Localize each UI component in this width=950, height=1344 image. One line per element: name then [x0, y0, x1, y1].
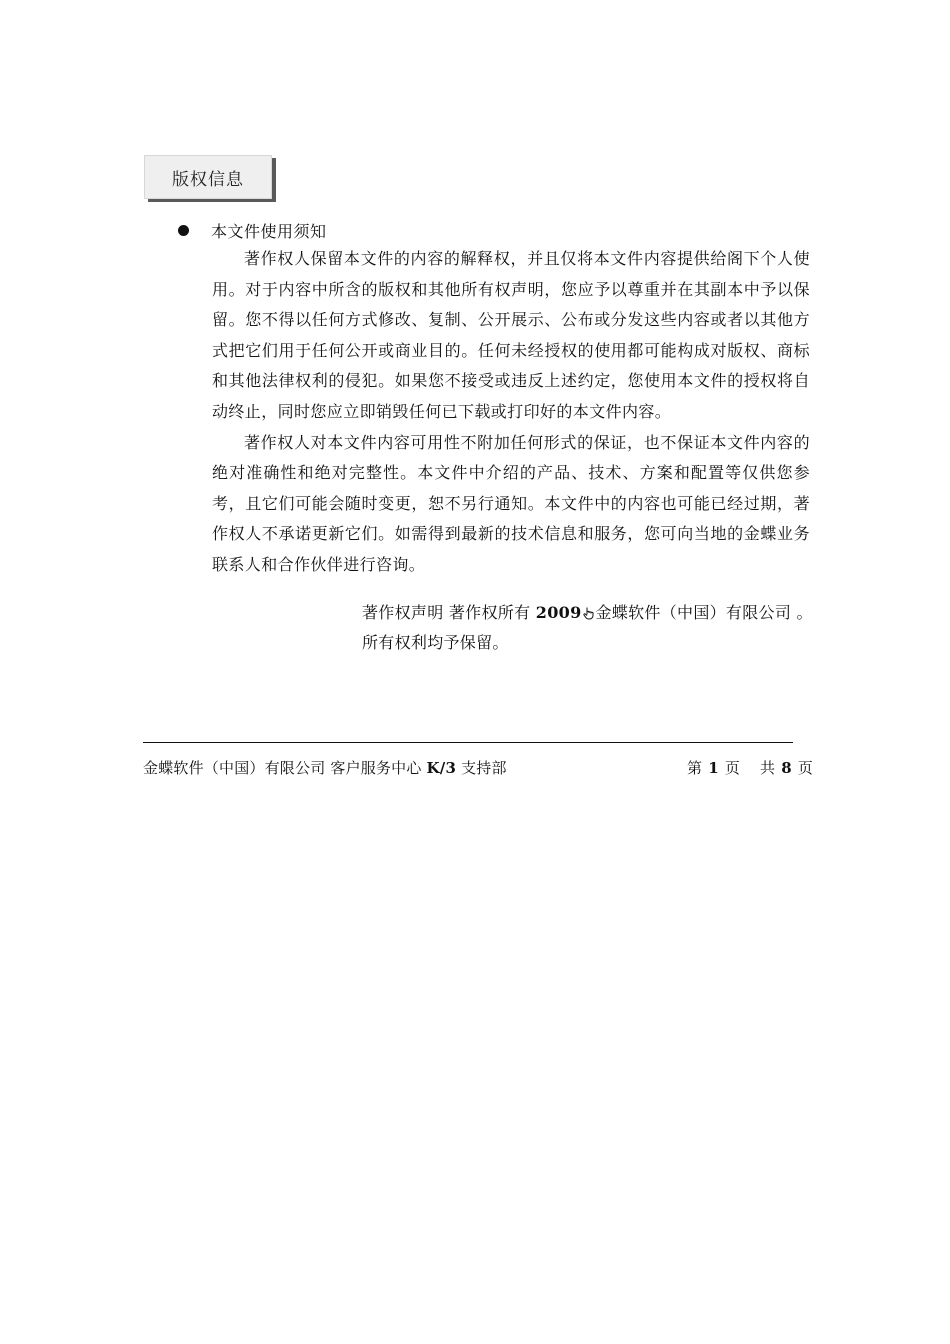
notice-heading-row — [177, 216, 817, 244]
page-prefix: 第 — [687, 759, 703, 777]
footer-company-name: 金蝶软件（中国）有限公司 客户服务中心 — [143, 759, 427, 777]
notice-paragraph-2: 著作权人对本文件内容可用性不附加任何形式的保证，也不保证本文件内容的绝对准确性和绝对完整性。本文件中介绍的产品、技术、方案和配置等仅供您参考，且它们可能会随时变更，恕不另行通知。本文件中的内容也可能已经过期，著作权人不承诺更新它们。如需得到最新的技术信息和服务，您可向当地的金蝶业务联系人和合作伙伴进行咨询。 — [212, 432, 810, 574]
copyright-year: 2009 — [535, 603, 582, 622]
company-name: 金蝶软件（中国）有限公司 。 — [595, 603, 813, 622]
hand-cursor-icon — [582, 600, 596, 614]
footer-divider — [143, 742, 793, 743]
page-current: 1 — [708, 759, 719, 777]
footer-dept-suffix: 支持部 — [456, 759, 507, 777]
footer-company — [143, 757, 507, 778]
page-total: 8 — [781, 759, 792, 777]
usage-notice — [177, 216, 817, 581]
total-prefix: 共 — [760, 759, 776, 777]
total-unit: 页 — [797, 759, 814, 777]
page-number — [687, 757, 813, 778]
notice-heading: 本文件使用须知 — [211, 221, 327, 241]
bullet-icon — [178, 225, 189, 236]
section-title: 版权信息 — [144, 155, 272, 199]
notice-paragraph-1: 著作权人保留本文件的内容的解释权，并且仅将本文件内容提供给阁下个人使用。对于内容中所含的版权和其他所有权声明，您应予以尊重并在其副本中予以保留。您不得以任何方式修改、复制、公开展示、公布或分发这些内容或者以其他方式把它们用于任何公开或商业目的。任何未经授权的使用都可能构成对版权、商标和其他法律权利的侵犯。如果您不接受或违反上述约定，您使用本文件的授权将自动终止，同时您应立即销毁任何已下载或打印好的本文件内容。 — [212, 249, 810, 421]
footer-dept-code: K/3 — [426, 759, 457, 777]
page-unit: 页 — [724, 759, 741, 777]
statement-line-1 — [362, 598, 822, 628]
copyright-statement — [362, 598, 822, 658]
statement-line-2: 所有权利均予保留。 — [362, 633, 509, 652]
statement-prefix: 著作权声明 著作权所有 — [362, 603, 536, 622]
